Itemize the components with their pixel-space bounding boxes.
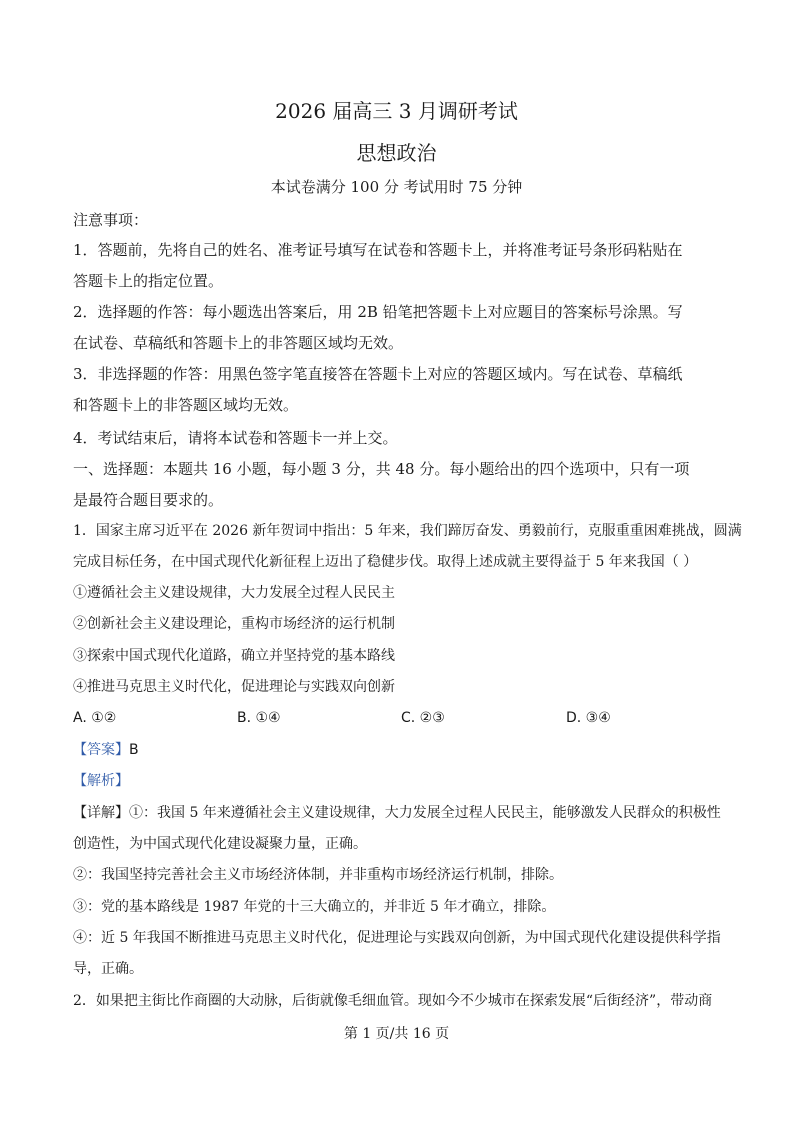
notice-item-2-line-1: 2．选择题的作答：每小题选出答案后，用 2B 铅笔把答题卡上对应题目的答案标号涂黑。写 (73, 303, 683, 321)
q1-option-b: B. ①④ (237, 710, 281, 726)
answer-label: 【答案】 (73, 742, 129, 758)
notice-item-1-line-1: 1．答题前，先将自己的姓名、准考证号填写在试卷和答题卡上，并将准考证号条形码粘贴在 (73, 241, 683, 259)
subject-title: 思想政治 (356, 141, 437, 165)
q1-statement-3: ③探索中国式现代化道路，确立并坚持党的基本路线 (73, 648, 395, 664)
q1-detail-line-1: 【详解】①：我国 5 年来遵循社会主义建设规律，大力发展全过程人民民主，能够激发人民群众的积极性 (73, 805, 721, 821)
q1-detail-4-line-2: 导，正确。 (73, 961, 143, 977)
q1-statement-1: ①遵循社会主义建设规律，大力发展全过程人民民主 (73, 585, 395, 601)
q1-option-d: D. ③④ (566, 710, 611, 726)
notice-item-1-line-2: 答题卡上的指定位置。 (73, 272, 224, 290)
notice-heading: 注意事项： (73, 211, 149, 229)
notice-item-2-line-2: 在试卷、草稿纸和答题卡上的非答题区域均无效。 (73, 334, 404, 352)
notice-item-3-line-2: 和答题卡上的非答题区域均无效。 (73, 396, 299, 414)
q1-detail-3: ③：党的基本路线是 1987 年党的十三大确立的，并非近 5 年才确立，排除。 (73, 899, 556, 915)
exam-title: 2026 届高三 3 月调研考试 (275, 99, 518, 123)
q1-option-a: A. ①② (73, 710, 117, 726)
section-1-line-1: 一、选择题：本题共 16 小题，每小题 3 分，共 48 分。每小题给出的四个选项中，只有一项 (73, 460, 690, 478)
q2-stem-line-1: 2．如果把主街比作商圈的大动脉，后街就像毛细血管。现如今不少城市在探索发展“后街经济”，带动商 (73, 993, 713, 1009)
q1-statement-4: ④推进马克思主义时代化，促进理论与实践双向创新 (73, 679, 395, 695)
q1-answer (73, 740, 139, 760)
page-footer: 第 1 页/共 16 页 (343, 1026, 450, 1042)
section-1-line-2: 是最符合题目要求的。 (73, 491, 224, 509)
q1-stem-line-2: 完成目标任务，在中国式现代化新征程上迈出了稳健步伐。取得上述成就主要得益于 5 年来我国（ ） (73, 554, 698, 570)
q1-detail-line-2: 创造性，为中国式现代化建设凝聚力量，正确。 (73, 836, 367, 852)
answer-value: B (129, 742, 139, 758)
notice-item-4: 4．考试结束后，请将本试卷和答题卡一并上交。 (73, 429, 398, 447)
q1-stem-line-1: 1．国家主席习近平在 2026 新年贺词中指出：5 年来，我们蹄厉奋发、勇毅前行，克服重重困难挑战，圆满 (73, 523, 742, 539)
notice-item-3-line-1: 3．非选择题的作答：用黑色签字笔直接答在答题卡上对应的答题区域内。写在试卷、草稿纸 (73, 365, 683, 383)
analysis-label: 【解析】 (73, 773, 129, 789)
exam-info: 本试卷满分 100 分 考试用时 75 分钟 (270, 178, 523, 196)
q1-detail-2: ②：我国坚持完善社会主义市场经济体制，并非重构市场经济运行机制，排除。 (73, 867, 563, 883)
q1-detail-4-line-1: ④：近 5 年我国不断推进马克思主义时代化，促进理论与实践双向创新，为中国式现代化建设提供科学指 (73, 930, 721, 946)
q1-statement-2: ②创新社会主义建设理论，重构市场经济的运行机制 (73, 616, 395, 632)
q1-option-c: C. ②③ (401, 710, 445, 726)
